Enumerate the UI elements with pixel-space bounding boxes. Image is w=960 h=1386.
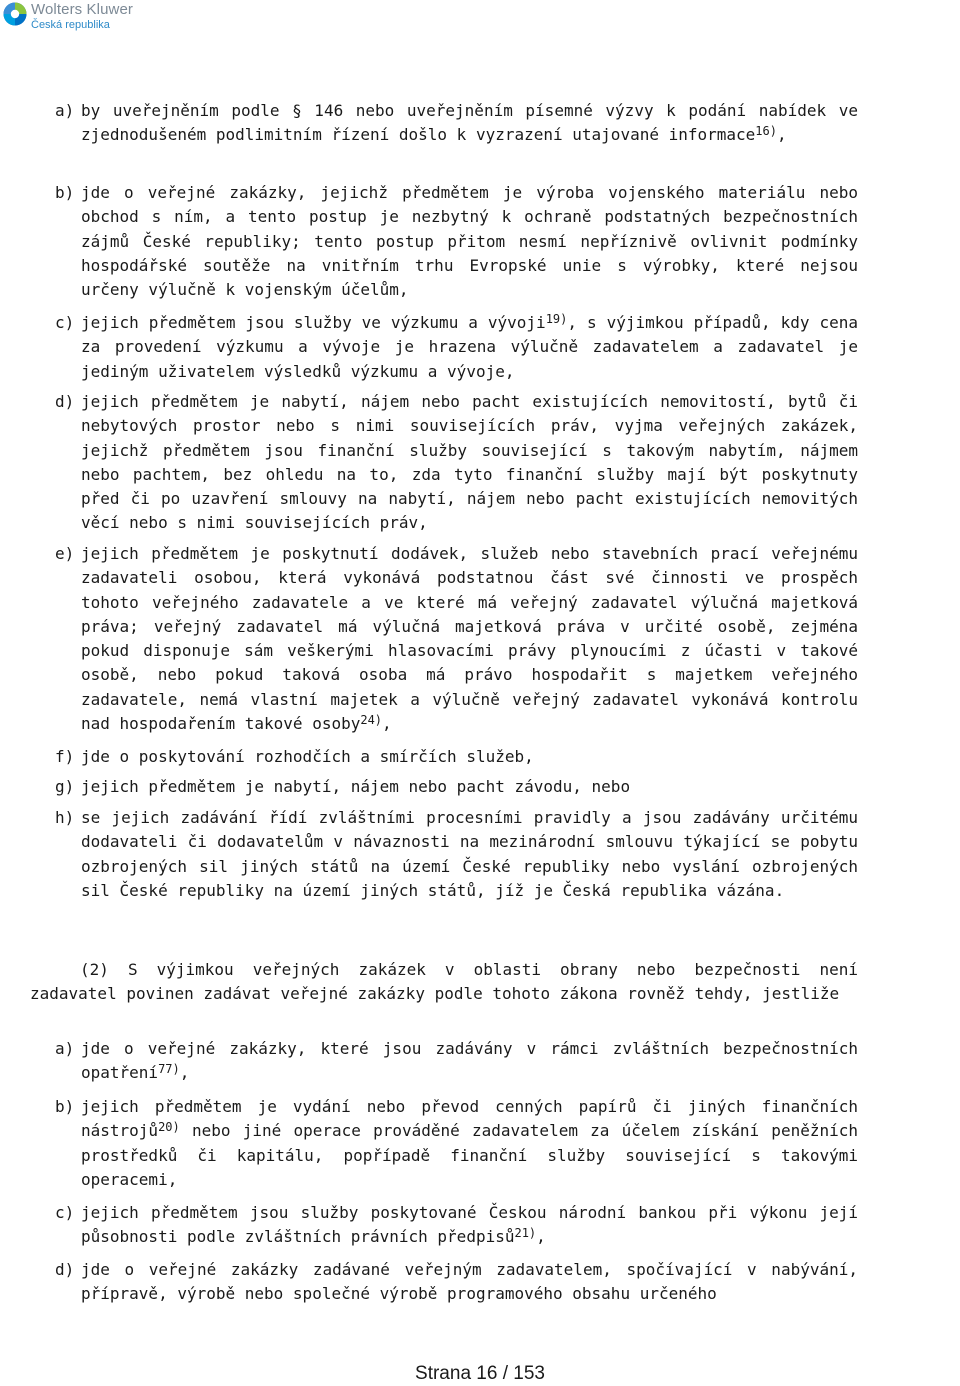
item-label: b) — [55, 183, 75, 202]
list-item — [55, 99, 858, 148]
item-label: c) — [55, 1203, 75, 1222]
item-label: a) — [55, 101, 75, 120]
item-text: jde o poskytování rozhodčích a smírčích služeb, — [81, 747, 534, 766]
item-label: h) — [55, 808, 75, 827]
brand-subtitle: Česká republika — [31, 19, 110, 31]
item-text: jejich předmětem je nabytí, nájem nebo pacht závodu, nebo — [81, 777, 631, 796]
list-item — [55, 745, 858, 769]
item-text: jejich předmětem jsou služby ve výzkumu a vývoji$^{19)}$, s výjimkou případů, kdy cena za provedení výzkumu a vývoje je hrazena výlučně zadavatelem a zadavatel je jediným uživatelem výsledků výzkumu a vývoje, — [81, 312, 859, 381]
item-text: jejich předmětem je poskytnutí dodávek, služeb nebo stavebních prací veřejnému zadavateli osobou, která vykonává podstatnou část své činnosti ve prospěch tohoto veřejného zadavatele a ve které má veřejný zadavatel výlučná majetková práva; veřejný zadavatel má výlučná majetková práva v určité osobě, zejména pokud disponuje sám veškerými hlasovacími právy plynoucími z účasti v takové osobě, nebo pokud taková osoba má právo hospodařit s majetkem veřejného zadavatele, nemá vlastní majetek a výlučně veřejný zadavatel vykonává kontrolu nad hospodařením takové osoby$^{24)}$, — [81, 544, 858, 734]
item-text: jde o veřejné zakázky, jejichž předmětem je výroba vojenského materiálu nebo obchod s ním, a tento postup je nezbytný k ochraně podstatných bezpečnostních zájmů České republiky; tento postup přitom nesmí nepříznivě ovlivnit podmínky hospodářské soutěže na vnitřním trhu Evropské unie s výrobky, které nejsou určeny výlučně k vojenským účelům, — [81, 183, 858, 300]
item-label: a) — [55, 1039, 75, 1058]
page-number: Strana 16 / 153 — [415, 1363, 545, 1384]
item-text: jejich předmětem je vydání nebo převod cenných papírů či jiných finančních nástrojů$^{20)}$ nebo jiné operace prováděné zadavatelem za účelem získání peněžních prostředků či kapitálu, popřípadě finanční služby související s takovými operacemi, — [81, 1097, 858, 1189]
list-item — [55, 775, 858, 799]
paragraph-2: (2) S výjimkou veřejných zakázek v oblasti obrany nebo bezpečnosti není zadavatel povinen zadávat veřejné zakázky podle tohoto zákona rovněž tehdy, jestliže — [30, 960, 858, 1004]
publisher-logo — [3, 2, 133, 31]
footnote-ref: 19) — [545, 312, 568, 326]
list-item — [55, 1201, 858, 1250]
footnote-ref: 20) — [158, 1120, 180, 1135]
item-text: se jejich zadávání řídí zvláštními procesními pravidly a jsou zadávány určitému dodavateli či dodavatelům v návaznosti na mezinárodní smlouvu týkající se pobytu ozbrojených sil jiných států na území České republiky nebo vyslání ozbrojených sil České republiky na území jiných států, jíž je Česká republika vázána. — [81, 808, 858, 900]
item-label: c) — [55, 313, 75, 332]
list-item — [55, 1037, 858, 1086]
footnote-ref: 21) — [514, 1226, 537, 1241]
brand-name: Wolters Kluwer — [31, 1, 133, 18]
list-item — [55, 1095, 858, 1192]
list-item — [55, 1258, 858, 1307]
item-label: d) — [55, 1260, 75, 1279]
item-text: by uveřejněním podle § 146 nebo uveřejněním písemné výzvy k podání nabídek ve zjednodušeném podlimitním řízení došlo k vyzrazení utajované informace$^{16)}$, — [81, 101, 858, 145]
footnote-ref: 77) — [158, 1062, 180, 1077]
item-label: b) — [55, 1097, 75, 1116]
item-text: jejich předmětem jsou služby poskytované Českou národní bankou při výkonu její působnosti podle zvláštních právních předpisů$^{21)}$, — [81, 1203, 858, 1247]
footnote-ref: 24) — [360, 713, 383, 728]
wolters-kluwer-logo-icon — [3, 2, 27, 26]
list-item — [55, 806, 858, 903]
item-text: jde o veřejné zakázky, které jsou zadávány v rámci zvláštních bezpečnostních opatření$^{77)}$, — [81, 1039, 858, 1083]
list-item — [55, 390, 858, 536]
item-label: d) — [55, 392, 75, 411]
footnote-ref: 16) — [755, 124, 777, 139]
item-text: jde o veřejné zakázky zadávané veřejným zadavatelem, spočívající v nabývání, přípravě, výrobě nebo společné výrobě programového obsahu určeného — [81, 1260, 858, 1304]
list-item — [55, 311, 858, 384]
list-item — [55, 542, 858, 736]
item-label: f) — [55, 747, 75, 766]
item-label: e) — [55, 544, 75, 563]
item-text: jejich předmětem je nabytí, nájem nebo pacht existujících nemovitostí, bytů či nebytových prostor nebo s nimi souvisejících práv, vyjma veřejných zakázek, jejichž předmětem jsou finanční služby související s takovým nabytím, nájmem nebo pachtem, bez ohledu na to, zda tyto finanční služby mají být poskytnuty před či po uzavření smlouvy na nabytí, nájem nebo pacht existujících nemovitých věcí nebo s nimi souvisejících práv, — [81, 392, 858, 533]
item-label: g) — [55, 777, 75, 796]
list-item — [55, 181, 858, 302]
